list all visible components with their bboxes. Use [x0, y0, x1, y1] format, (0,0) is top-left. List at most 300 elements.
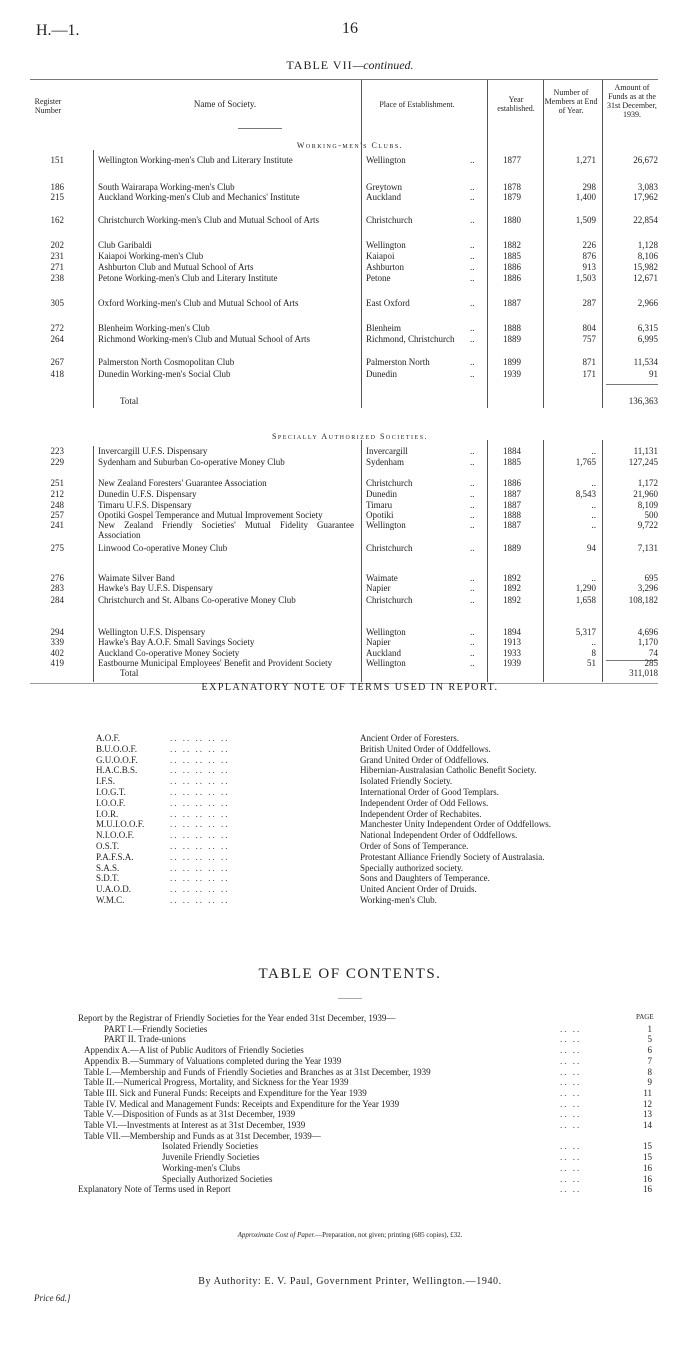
term-abbreviation: I.F.S.: [96, 776, 116, 787]
members-count: 871: [582, 357, 596, 367]
term-definition: Order of Sons of Temperance.: [360, 841, 469, 851]
leader-dots: ..: [470, 573, 475, 583]
place-of-establishment: Palmerston North: [366, 357, 430, 367]
page-number: 16: [342, 20, 358, 37]
society-name: New Zealand Foresters' Guarantee Association: [98, 478, 267, 488]
term-abbreviation: N.I.O.O.F.: [96, 830, 135, 841]
year-established: 1888: [503, 510, 521, 520]
register-number: 212: [50, 489, 64, 499]
society-name: Ashburton Club and Mutual School of Arts: [98, 262, 254, 272]
register-number: 271: [50, 262, 64, 272]
year-established: 1887: [503, 520, 521, 530]
place-of-establishment: Ashburton: [366, 262, 404, 272]
register-number: 267: [50, 357, 64, 367]
leader-dots: .. .. .. .. ..: [170, 733, 230, 743]
place-of-establishment: Napier: [366, 637, 391, 647]
toc-page-number: 9: [647, 1077, 652, 1088]
year-established: 1892: [503, 573, 521, 583]
members-count: 5,317: [575, 627, 596, 637]
funds-amount: 26,672: [633, 155, 658, 165]
society-name: Opotiki Gospel Temperance and Mutual Improvement Society: [98, 510, 323, 520]
members-count: ..: [591, 637, 596, 647]
register-number: 418: [50, 369, 64, 379]
society-name: Palmerston North Cosmopolitan Club: [98, 357, 235, 367]
year-established: 1879: [503, 192, 521, 202]
members-count: 1,290: [575, 583, 596, 593]
leader-dots: ..: [470, 323, 475, 333]
place-of-establishment: Sydenham: [366, 457, 404, 467]
term-abbreviation: M.U.I.O.O.F.: [96, 819, 145, 830]
total-label: Total: [120, 668, 139, 678]
toc-page-number: 16: [643, 1162, 652, 1173]
funds-amount: 1,170: [637, 637, 658, 647]
term-abbreviation: U.A.O.D.: [96, 884, 131, 895]
society-name: Dunedin U.F.S. Dispensary: [98, 489, 197, 499]
register-number: 241: [50, 520, 64, 530]
society-name: Christchurch and St. Albans Co-operative Money Club: [98, 595, 296, 605]
year-established: 1878: [503, 182, 521, 192]
leader-dots: ..: [470, 457, 475, 467]
year-established: 1939: [503, 369, 521, 379]
members-count: 1,509: [575, 215, 596, 225]
register-number: 257: [50, 510, 64, 520]
leader-dots: .. .. .. .. ..: [170, 743, 230, 754]
toc-title: TABLE OF CONTENTS.: [258, 966, 442, 982]
funds-amount: 1,128: [637, 240, 658, 250]
register-number: 283: [50, 583, 64, 593]
leader-dots: ..: [470, 155, 475, 165]
leader-dots: ..: [470, 357, 475, 367]
year-established: 1899: [503, 357, 521, 367]
funds-amount: 22,854: [633, 215, 658, 225]
place-of-establishment: Richmond, Christchurch: [366, 334, 455, 344]
year-established: 1882: [503, 240, 521, 250]
members-count: 913: [582, 262, 596, 272]
table-top-rule: [30, 79, 658, 80]
toc-page-number: 14: [643, 1120, 652, 1130]
year-established: 1892: [503, 583, 521, 593]
funds-amount: 11,534: [633, 357, 658, 367]
funds-amount: 21,960: [633, 489, 658, 499]
register-number: 305: [50, 298, 64, 308]
rule-year-2: [487, 440, 488, 682]
members-count: 757: [582, 334, 596, 344]
society-name: Hawke's Bay A.O.F. Small Savings Society: [98, 637, 255, 647]
society-name: New Zealand Friendly Societies' Mutual Fidelity Guarantee Association: [98, 520, 354, 540]
register-number: 231: [50, 251, 64, 261]
leader-dots: ..: [470, 334, 475, 344]
table-title-main: TABLE VII: [286, 58, 353, 72]
year-established: 1877: [503, 155, 521, 165]
year-established: 1884: [503, 446, 521, 456]
place-of-establishment: Timaru: [366, 500, 393, 510]
register-number: 248: [50, 500, 64, 510]
leader-dots: ..: [470, 658, 475, 668]
members-count: ..: [591, 510, 596, 520]
register-number: 294: [50, 627, 64, 637]
members-count: 1,503: [575, 273, 596, 283]
place-of-establishment: Blenheim: [366, 323, 401, 333]
society-name: Christchurch Working-men's Club and Mutual School of Arts: [98, 215, 319, 225]
funds-amount: 2,966: [637, 298, 658, 308]
term-abbreviation: S.A.S.: [96, 862, 120, 873]
members-count: 876: [582, 251, 596, 261]
members-count: ..: [591, 520, 596, 530]
cost-note: [0, 1231, 700, 1239]
leader-dots: ..: [470, 369, 475, 379]
rule-funds-1: [602, 80, 603, 408]
funds-amount: 74: [649, 648, 658, 658]
toc-entry-text: Specially Authorized Societies: [162, 1173, 273, 1184]
leader-dots: .. .. .. .. ..: [170, 862, 230, 873]
register-number: 284: [50, 595, 64, 605]
term-definition: Sons and Daughters of Temperance.: [360, 873, 490, 884]
members-count: 287: [582, 298, 596, 308]
rule-name-left-1: [93, 150, 94, 408]
funds-amount: 91: [649, 369, 658, 379]
leader-dots: .. ..: [560, 1077, 582, 1088]
term-definition: Manchester Unity Independent Order of Oddfellows.: [360, 819, 551, 830]
term-definition: Specially authorized society.: [360, 862, 464, 873]
total-value: 136,363: [628, 396, 658, 406]
leader-dots: ..: [470, 510, 475, 520]
leader-dots: ..: [470, 240, 475, 250]
toc-page-number: 12: [643, 1098, 652, 1109]
year-established: 1888: [503, 323, 521, 333]
funds-amount: 3,083: [637, 182, 658, 192]
place-of-establishment: Napier: [366, 583, 391, 593]
members-count: 298: [582, 182, 596, 192]
funds-amount: 15,982: [633, 262, 658, 272]
funds-amount: 6,315: [637, 323, 658, 333]
rule-name-left-2: [93, 446, 94, 682]
register-number: 251: [50, 478, 64, 488]
leader-dots: .. .. .. .. ..: [170, 884, 230, 895]
leader-dots: ..: [470, 583, 475, 593]
toc-entry-text: Table VI.—Investments at Interest as at 31st December, 1939: [84, 1120, 306, 1130]
term-definition: Protestant Alliance Friendly Society of Australasia.: [360, 851, 545, 862]
society-name: Sydenham and Suburban Co-operative Money Club: [98, 457, 285, 467]
explanatory-title: EXPLANATORY NOTE OF TERMS USED IN REPORT.: [201, 682, 499, 693]
place-of-establishment: Dunedin: [366, 489, 397, 499]
toc-page-number: 1: [647, 1023, 652, 1034]
place-of-establishment: Greytown: [366, 182, 402, 192]
toc-page-number: 6: [647, 1045, 652, 1056]
toc-entry-text: Table IV. Medical and Management Funds: Receipts and Expenditure for the Year 1939: [84, 1098, 400, 1109]
register-number: 272: [50, 323, 64, 333]
toc-page-number: 16: [643, 1184, 652, 1195]
place-of-establishment: Christchurch: [366, 543, 413, 553]
year-established: 1887: [503, 298, 521, 308]
leader-dots: .. .. .. .. ..: [170, 895, 230, 905]
toc-entry-text: PART I.—Friendly Societies: [104, 1023, 208, 1034]
toc-entry-text: Table III. Sick and Funeral Funds: Receipts and Expenditure for the Year 1939: [84, 1087, 367, 1098]
leader-dots: .. ..: [560, 1109, 582, 1120]
term-definition: United Ancient Order of Druids.: [360, 884, 477, 895]
leader-dots: ..: [470, 192, 475, 202]
leader-dots: ..: [470, 215, 475, 225]
term-definition: Independent Order of Odd Fellows.: [360, 797, 489, 808]
head-divider: [238, 128, 282, 129]
leader-dots: .. .. .. .. ..: [170, 830, 230, 841]
members-count: 1,271: [575, 155, 596, 165]
term-definition: Grand United Order of Oddfellows.: [360, 754, 489, 765]
place-of-establishment: Wellington: [366, 155, 406, 165]
society-name: Wellington Working-men's Club and Literary Institute: [98, 155, 293, 165]
funds-amount: 12,671: [633, 273, 658, 283]
funds-amount: 6,995: [637, 334, 658, 344]
members-count: 8: [591, 648, 596, 658]
leader-dots: ..: [470, 446, 475, 456]
funds-amount: 127,245: [628, 457, 658, 467]
members-count: 804: [582, 323, 596, 333]
toc-page-number: 11: [643, 1087, 652, 1098]
leader-dots: .. ..: [560, 1055, 582, 1066]
society-name: Wellington U.F.S. Dispensary: [98, 627, 206, 637]
society-name: Waimate Silver Band: [98, 573, 175, 583]
leader-dots: .. .. .. .. ..: [170, 765, 230, 776]
place-of-establishment: Auckland: [366, 192, 401, 202]
leader-dots: ..: [470, 543, 475, 553]
term-definition: Hibernian-Australasian Catholic Benefit Society.: [360, 765, 537, 776]
register-number: 339: [50, 637, 64, 647]
term-abbreviation: B.U.O.O.F.: [96, 743, 138, 754]
toc-divider: [338, 998, 362, 999]
term-abbreviation: I.O.R.: [96, 808, 119, 819]
register-number: 151: [50, 155, 64, 165]
col-head-funds: Amount of Funds as at the 31st December, 1939.: [607, 83, 657, 119]
col-head-year: Year established.: [497, 95, 535, 113]
funds-amount: 17,962: [633, 192, 658, 202]
leader-dots: .. ..: [560, 1184, 582, 1195]
register-number: 229: [50, 457, 64, 467]
leader-dots: .. ..: [560, 1034, 582, 1045]
term-abbreviation: O.S.T.: [96, 841, 120, 851]
term-definition: Working-men's Club.: [360, 895, 437, 905]
term-abbreviation: A.O.F.: [96, 733, 121, 743]
society-name: Invercargill U.F.S. Dispensary: [98, 446, 208, 456]
leader-dots: ..: [470, 627, 475, 637]
leader-dots: ..: [470, 273, 475, 283]
register-number: 264: [50, 334, 64, 344]
leader-dots: .. ..: [560, 1173, 582, 1184]
leader-dots: ..: [470, 251, 475, 261]
total-label: Total: [120, 396, 139, 406]
leader-dots: .. ..: [560, 1098, 582, 1109]
toc-entry-text: Table V.—Disposition of Funds as at 31st December, 1939: [84, 1109, 296, 1120]
toc-entry-text: Explanatory Note of Terms used in Report: [78, 1184, 231, 1195]
section-title-specially-authorized: Specially Authorized Societies.: [271, 432, 429, 441]
leader-dots: ..: [470, 298, 475, 308]
toc-entry-text: Table II.—Numerical Progress, Mortality, and Sickness for the Year 1939: [84, 1077, 349, 1088]
toc-page-number: 7: [647, 1055, 652, 1066]
year-established: 1886: [503, 478, 521, 488]
toc-entry-text: Appendix A.—A list of Public Auditors of Friendly Societies: [84, 1045, 304, 1056]
toc-entry-text: Table VII.—Membership and Funds as at 31st December, 1939—: [84, 1130, 321, 1141]
funds-amount: 8,109: [637, 500, 658, 510]
society-name: Richmond Working-men's Club and Mutual School of Arts: [98, 334, 310, 344]
authority-line: By Authority: E. V. Paul, Government Printer, Wellington.—1940.: [198, 1276, 502, 1287]
price: Price 6d.]: [34, 1293, 71, 1303]
year-established: 1892: [503, 595, 521, 605]
society-name: Auckland Working-men's Club and Mechanics' Institute: [98, 192, 300, 202]
section-title-working-mens-clubs: Working-men's Clubs.: [296, 141, 404, 150]
funds-amount: 7,131: [637, 543, 658, 553]
register-number: 215: [50, 192, 64, 202]
leader-dots: .. .. .. .. ..: [170, 754, 230, 765]
leader-dots: .. .. .. .. ..: [170, 808, 230, 819]
funds-amount: 9,722: [637, 520, 658, 530]
leader-dots: .. ..: [560, 1141, 582, 1152]
rule-members-1: [543, 80, 544, 408]
leader-dots: .. .. .. .. ..: [170, 797, 230, 808]
leader-dots: .. ..: [560, 1023, 582, 1034]
term-abbreviation: I.O.G.T.: [96, 787, 126, 797]
society-name: Kaiapoi Working-men's Club: [98, 251, 204, 261]
members-count: 94: [587, 543, 596, 553]
year-established: 1889: [503, 543, 521, 553]
society-name: Dunedin Working-men's Social Club: [98, 369, 231, 379]
leader-dots: .. ..: [560, 1120, 582, 1130]
col-head-name: Name of Society.: [193, 99, 257, 109]
leader-dots: .. .. .. .. ..: [170, 851, 230, 862]
society-name: Auckland Co-operative Money Society: [98, 648, 240, 658]
year-established: 1887: [503, 489, 521, 499]
society-name: Timaru U.F.S. Dispensary: [98, 500, 192, 510]
col-head-members: Number of Members at End of Year.: [544, 88, 598, 115]
term-abbreviation: G.U.O.O.F.: [96, 754, 138, 765]
members-count: 1,658: [575, 595, 596, 605]
total-value: 311,018: [629, 668, 658, 678]
subtotal-rule-1: [606, 384, 658, 385]
register-number: 402: [50, 648, 64, 658]
place-of-establishment: Wellington: [366, 627, 406, 637]
year-established: 1889: [503, 334, 521, 344]
members-count: ..: [591, 478, 596, 488]
leader-dots: ..: [470, 262, 475, 272]
leader-dots: ..: [470, 478, 475, 488]
register-number: 162: [50, 215, 64, 225]
year-established: 1885: [503, 251, 521, 261]
place-of-establishment: Waimate: [366, 573, 398, 583]
place-of-establishment: East Oxford: [366, 298, 410, 308]
society-name: Petone Working-men's Club and Literary Institute: [98, 273, 278, 283]
leader-dots: ..: [470, 500, 475, 510]
register-number: 238: [50, 273, 64, 283]
table-title: [0, 58, 700, 73]
funds-amount: 8,106: [637, 251, 658, 261]
members-count: ..: [591, 500, 596, 510]
funds-amount: 285: [644, 658, 658, 668]
leader-dots: ..: [470, 182, 475, 192]
place-of-establishment: Wellington: [366, 240, 406, 250]
toc-entry-text: Table I.—Membership and Funds of Friendly Societies and Branches as at 31st December, 1939: [84, 1066, 431, 1077]
leader-dots: .. .. .. .. ..: [170, 776, 230, 787]
society-name: Club Garibaldi: [98, 240, 152, 250]
rule-place-1: [361, 80, 362, 408]
rule-funds-2: [602, 440, 603, 682]
register-number: 202: [50, 240, 64, 250]
toc-entry-text: Appendix B.—Summary of Valuations completed during the Year 1939: [84, 1055, 342, 1066]
funds-amount: 11,131: [633, 446, 658, 456]
leader-dots: .. ..: [560, 1066, 582, 1077]
society-name: Eastbourne Municipal Employees' Benefit and Provident Society: [98, 658, 333, 668]
register-number: 276: [50, 573, 64, 583]
toc-page-heading: PAGE: [636, 1013, 654, 1021]
leader-dots: ..: [470, 648, 475, 658]
society-name: Linwood Co-operative Money Club: [98, 543, 228, 553]
term-definition: National Independent Order of Oddfellows.: [360, 830, 518, 841]
leader-dots: ..: [470, 595, 475, 605]
toc-page-number: 5: [647, 1034, 652, 1045]
running-header-left: H.—1.: [36, 22, 80, 39]
leader-dots: .. ..: [560, 1045, 582, 1056]
members-count: 8,543: [575, 489, 596, 499]
funds-amount: 108,182: [628, 595, 658, 605]
cost-label: Approximate Cost of Paper.: [237, 1231, 316, 1239]
leader-dots: .. ..: [560, 1152, 582, 1163]
year-established: 1885: [503, 457, 521, 467]
term-definition: International Order of Good Templars.: [360, 787, 499, 797]
year-established: 1939: [503, 658, 521, 668]
toc-entry-text: PART II. Trade-unions: [104, 1034, 186, 1045]
rule-place-2: [361, 440, 362, 682]
year-established: 1894: [503, 627, 521, 637]
table-title-suffix: —continued.: [352, 58, 414, 72]
term-abbreviation: W.M.C.: [96, 895, 125, 905]
cost-text: —Preparation, not given; printing (685 copies), £32.: [315, 1231, 463, 1239]
place-of-establishment: Christchurch: [366, 595, 413, 605]
members-count: 171: [582, 369, 596, 379]
members-count: 51: [587, 658, 596, 668]
toc-page-number: 13: [643, 1109, 652, 1120]
place-of-establishment: Wellington: [366, 520, 406, 530]
society-name: South Wairarapa Working-men's Club: [98, 182, 235, 192]
register-number: 223: [50, 446, 64, 456]
year-established: 1933: [503, 648, 521, 658]
toc-entry-text: Report by the Registrar of Friendly Societies for the Year ended 31st December, 1939—: [78, 1013, 396, 1023]
members-count: ..: [591, 573, 596, 583]
year-established: 1880: [503, 215, 521, 225]
funds-amount: 1,172: [637, 478, 658, 488]
term-definition: British United Order of Oddfellows.: [360, 743, 491, 754]
register-number: 275: [50, 543, 64, 553]
toc-entry-text: Isolated Friendly Societies: [162, 1141, 258, 1152]
toc-page-number: 15: [643, 1141, 652, 1152]
register-number: 419: [50, 658, 64, 668]
year-established: 1887: [503, 500, 521, 510]
term-abbreviation: H.A.C.B.S.: [96, 765, 138, 776]
term-abbreviation: P.A.F.S.A.: [96, 851, 134, 862]
society-name: Oxford Working-men's Club and Mutual School of Arts: [98, 298, 299, 308]
place-of-establishment: Opotiki: [366, 510, 394, 520]
funds-amount: 4,696: [637, 627, 658, 637]
members-count: ..: [591, 446, 596, 456]
leader-dots: .. .. .. .. ..: [170, 787, 230, 797]
term-definition: Independent Order of Rechabites.: [360, 808, 482, 819]
members-count: 1,400: [575, 192, 596, 202]
leader-dots: .. ..: [560, 1087, 582, 1098]
members-count: 1,765: [575, 457, 596, 467]
year-established: 1886: [503, 262, 521, 272]
year-established: 1913: [503, 637, 521, 647]
funds-amount: 3,296: [637, 583, 658, 593]
year-established: 1886: [503, 273, 521, 283]
place-of-establishment: Christchurch: [366, 478, 413, 488]
leader-dots: ..: [470, 637, 475, 647]
place-of-establishment: Kaiapoi: [366, 251, 395, 261]
rule-members-2: [543, 440, 544, 682]
